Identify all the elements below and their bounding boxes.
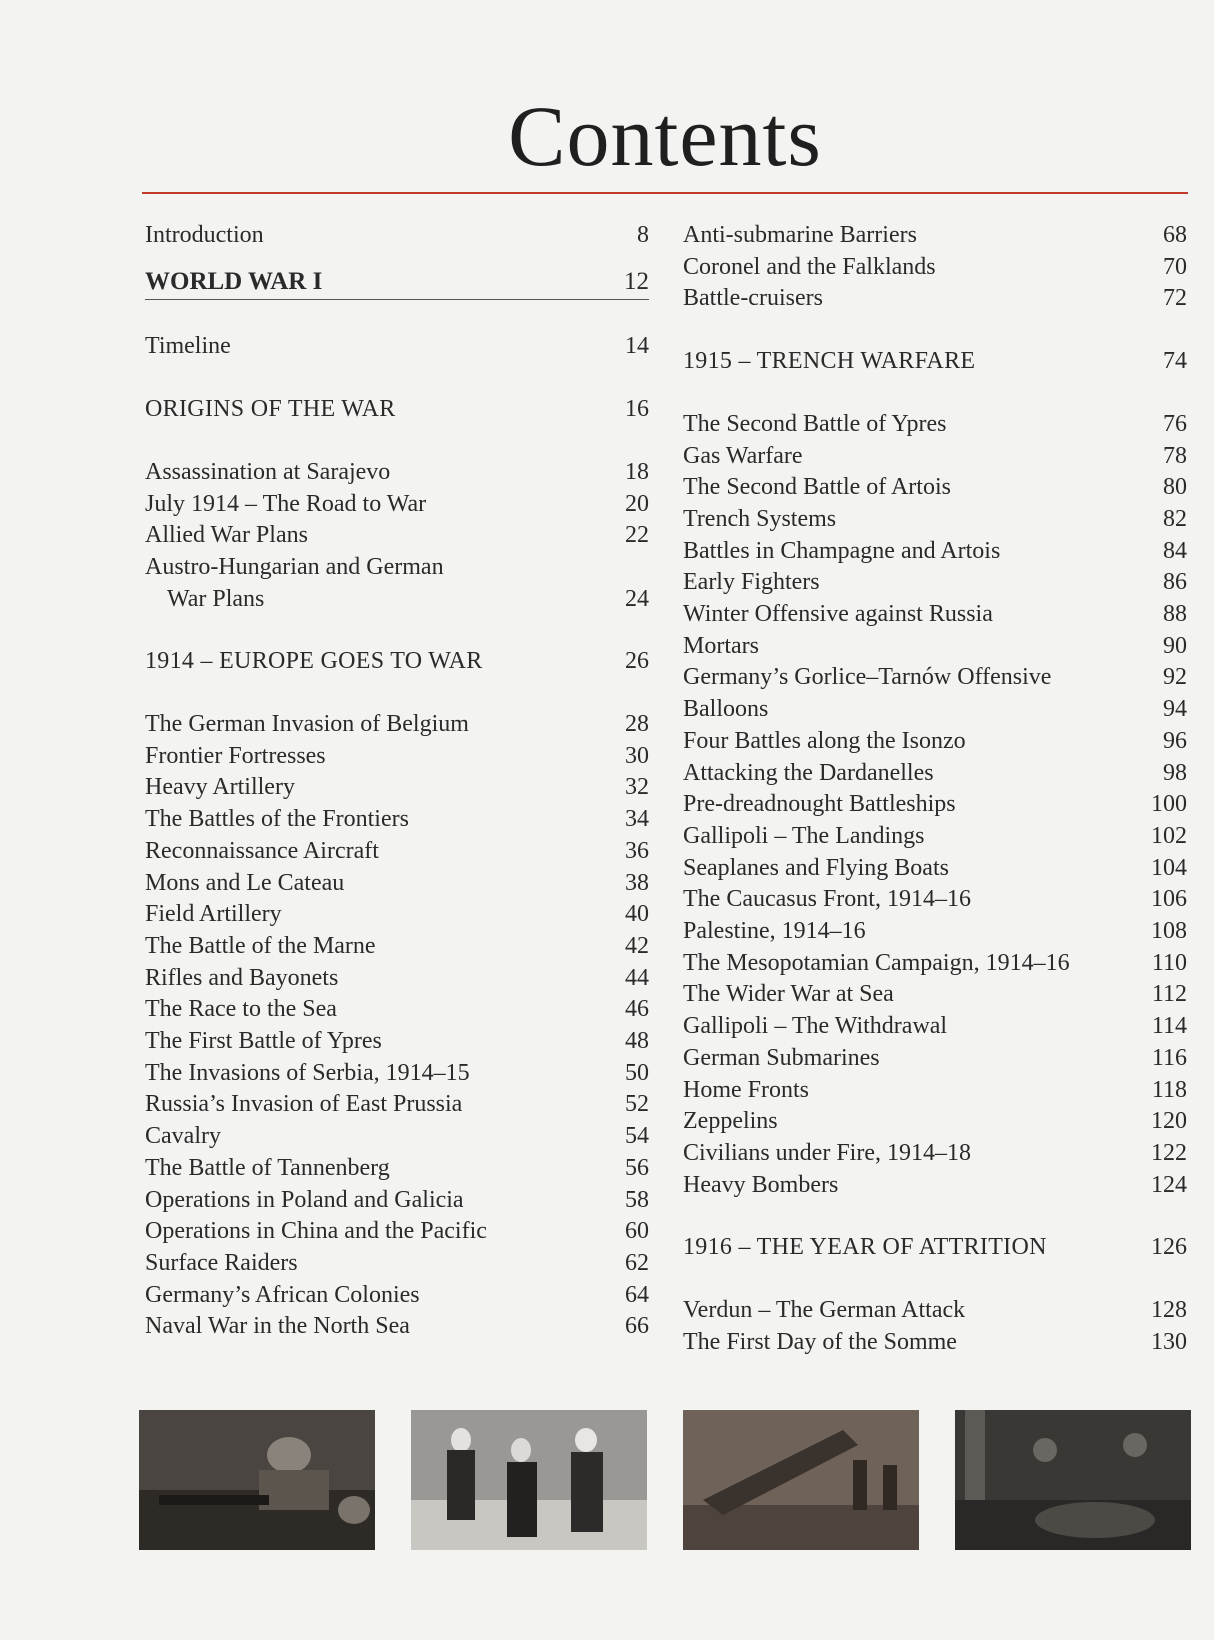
- toc-entry[interactable]: Battle-cruisers 72: [683, 285, 1187, 312]
- toc-entry[interactable]: Verdun – The German Attack 128: [683, 1297, 1187, 1324]
- toc-entry[interactable]: Civilians under Fire, 1914–18 122: [683, 1139, 1187, 1166]
- toc-entry[interactable]: Rifles and Bayonets 44: [145, 964, 649, 991]
- page-title: Contents: [508, 88, 822, 184]
- toc-entry[interactable]: Palestine, 1914–16 108: [683, 918, 1187, 945]
- toc-section-heading[interactable]: ORIGINS OF THE WAR 16: [145, 396, 649, 423]
- toc-entry[interactable]: The Mesopotamian Campaign, 1914–16 110: [683, 949, 1187, 976]
- toc-section-heading[interactable]: 1915 – TRENCH WARFARE 74: [683, 348, 1187, 375]
- toc-entry[interactable]: The Caucasus Front, 1914–16 106: [683, 886, 1187, 913]
- toc-entry[interactable]: The German Invasion of Belgium 28: [145, 711, 649, 738]
- toc-entry[interactable]: Germany’s African Colonies 64: [145, 1281, 649, 1308]
- toc-entry[interactable]: Reconnaissance Aircraft 36: [145, 837, 649, 864]
- toc-entry[interactable]: The Wider War at Sea 112: [683, 981, 1187, 1008]
- toc-right-column: [683, 220, 1187, 1359]
- toc-entry[interactable]: Heavy Bombers 124: [683, 1171, 1187, 1198]
- toc-entry[interactable]: Mortars 90: [683, 632, 1187, 659]
- toc-entry[interactable]: Anti-submarine Barriers 68: [683, 222, 1187, 248]
- toc-entry[interactable]: Early Fighters 86: [683, 569, 1187, 596]
- toc-entry[interactable]: The Race to the Sea 46: [145, 996, 649, 1023]
- photo-crowd: [411, 1410, 647, 1550]
- toc-entry[interactable]: Germany’s Gorlice–Tarnów Offensive 92: [683, 664, 1187, 691]
- toc-entry[interactable]: Coronel and the Falklands 70: [683, 253, 1187, 280]
- toc-entry[interactable]: Surface Raiders 62: [145, 1249, 649, 1276]
- photo-soldiers: [955, 1410, 1191, 1550]
- toc-entry[interactable]: Zeppelins 120: [683, 1108, 1187, 1135]
- toc-entry[interactable]: Four Battles along the Isonzo 96: [683, 727, 1187, 754]
- toc-entry[interactable]: The Battles of the Frontiers 34: [145, 806, 649, 833]
- toc-entry[interactable]: Russia’s Invasion of East Prussia 52: [145, 1091, 649, 1118]
- toc-entry[interactable]: Field Artillery 40: [145, 901, 649, 928]
- toc-entry[interactable]: Balloons 94: [683, 696, 1187, 723]
- toc-entry[interactable]: Allied War Plans 22: [145, 522, 649, 549]
- toc-part-heading[interactable]: WORLD WAR I 12: [145, 266, 649, 301]
- toc-entry[interactable]: Winter Offensive against Russia 88: [683, 601, 1187, 628]
- toc-left-column: [145, 220, 649, 1343]
- photo-strip: [139, 1410, 1191, 1550]
- toc-entry[interactable]: Operations in China and the Pacific 60: [145, 1218, 649, 1245]
- toc-entry[interactable]: Frontier Fortresses 30: [145, 742, 649, 769]
- toc-entry[interactable]: Gallipoli – The Withdrawal 114: [683, 1013, 1187, 1040]
- toc-entry[interactable]: Battles in Champagne and Artois 84: [683, 537, 1187, 564]
- toc-entry[interactable]: The Battle of the Marne 42: [145, 932, 649, 959]
- toc-entry[interactable]: The Second Battle of Ypres 76: [683, 410, 1187, 437]
- toc-entry[interactable]: Home Fronts 118: [683, 1076, 1187, 1103]
- toc-entry[interactable]: The First Day of the Somme 130: [683, 1328, 1187, 1355]
- toc-entry[interactable]: German Submarines 116: [683, 1044, 1187, 1071]
- toc-entry[interactable]: The Invasions of Serbia, 1914–15 50: [145, 1059, 649, 1086]
- toc-entry[interactable]: Naval War in the North Sea 66: [145, 1313, 649, 1340]
- toc-entry[interactable]: Assassination at Sarajevo 18: [145, 458, 649, 485]
- toc-section-heading[interactable]: 1916 – THE YEAR OF ATTRITION 126: [683, 1234, 1187, 1261]
- toc-entry[interactable]: Attacking the Dardanelles 98: [683, 759, 1187, 786]
- toc-entry[interactable]: Timeline 14: [145, 333, 649, 360]
- toc-entry[interactable]: The First Battle of Ypres 48: [145, 1028, 649, 1055]
- photo-artillery: [683, 1410, 919, 1550]
- toc-entry[interactable]: The Battle of Tannenberg 56: [145, 1154, 649, 1181]
- toc-entry[interactable]: July 1914 – The Road to War 20: [145, 490, 649, 517]
- toc-entry[interactable]: Gas Warfare 78: [683, 442, 1187, 469]
- toc-entry[interactable]: The Second Battle of Artois 80: [683, 474, 1187, 501]
- toc-entry[interactable]: Gallipoli – The Landings 102: [683, 822, 1187, 849]
- toc-entry[interactable]: Pre-dreadnought Battleships 100: [683, 791, 1187, 818]
- toc-entry[interactable]: Cavalry 54: [145, 1123, 649, 1150]
- toc-entry[interactable]: Introduction 8: [145, 222, 649, 248]
- toc-entry[interactable]: Heavy Artillery 32: [145, 774, 649, 801]
- title-rule: [142, 192, 1188, 194]
- toc-section-heading[interactable]: 1914 – EUROPE GOES TO WAR 26: [145, 648, 649, 675]
- toc-entry[interactable]: Austro-Hungarian and German War Plans 24: [145, 553, 649, 612]
- toc-entry[interactable]: Seaplanes and Flying Boats 104: [683, 854, 1187, 881]
- toc-entry[interactable]: Trench Systems 82: [683, 505, 1187, 532]
- toc-entry[interactable]: Operations in Poland and Galicia 58: [145, 1186, 649, 1213]
- toc-entry[interactable]: Mons and Le Cateau 38: [145, 869, 649, 896]
- photo-machine-gunners: [139, 1410, 375, 1550]
